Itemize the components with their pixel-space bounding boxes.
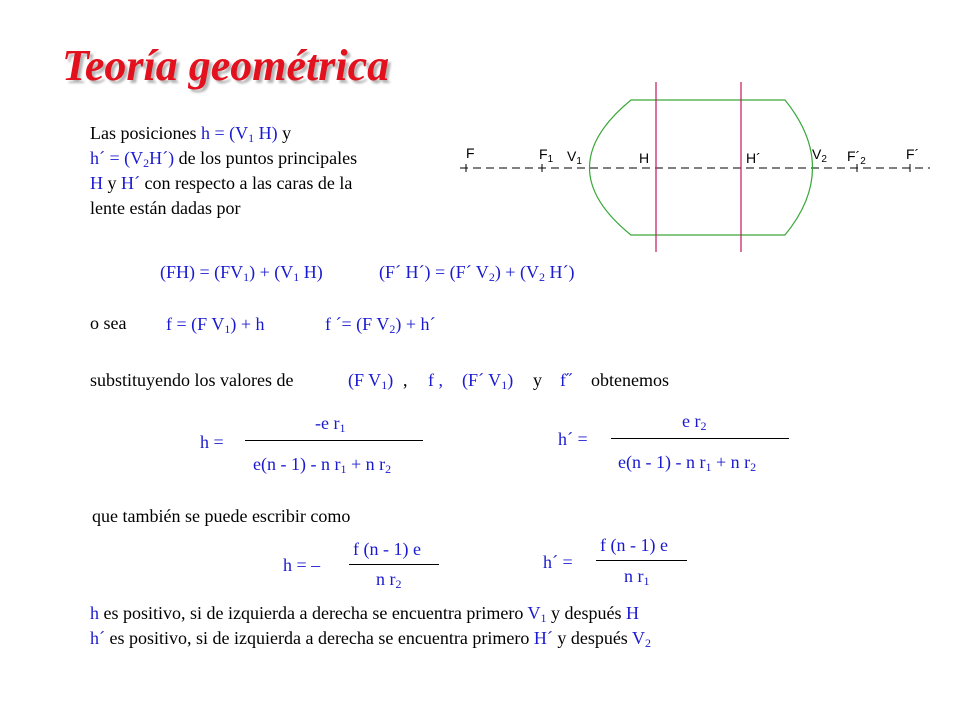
frac-h2-lhs: h = – — [283, 555, 321, 575]
label-V2: $V_2$ — [812, 146, 827, 165]
symbol-Hp: H´ — [121, 173, 140, 193]
equation-FpHp: (F´ H´) = (F´ $V_2) + (V_2$ H´) — [379, 262, 575, 284]
subst-FV1: (F $V_1$) — [348, 370, 394, 392]
subst-comma: , — [403, 370, 408, 390]
frac-hp-numerator: e $r_2$ — [682, 411, 707, 433]
frac-h2-bar — [349, 564, 439, 565]
label-F: F — [466, 145, 475, 161]
lens-diagram — [455, 80, 935, 260]
label-H: H — [639, 150, 650, 166]
note-hp-positive: h´ es positivo, si de izquierda a derecha se encuentra primero H´ y después $V_2$ — [90, 628, 651, 650]
frac-h2-numerator: f (n - 1) e — [353, 539, 421, 559]
note-h-positive: h es positivo, si de izquierda a derecha se encuentra primero $V_1$ y después H — [90, 603, 640, 625]
frac-h-bar — [245, 440, 423, 441]
frac-h-denominator: e(n - 1) - n $r_1 + n$ $r_2$ — [253, 454, 392, 476]
frac-h2-denominator: n $r_2$ — [376, 569, 402, 591]
frac-hp-lhs: h´ = — [558, 429, 588, 449]
equation-FH: $(FH) = (FV_1) + (V_1$ H) — [160, 262, 323, 284]
tambien-text: que también se puede escribir como — [92, 506, 351, 526]
intro-text: Las posiciones — [90, 123, 201, 143]
symbol-H: H — [90, 173, 103, 193]
frac-h-lhs: h = — [200, 432, 224, 452]
subst-FpV1: (F´ $V_1$) — [462, 370, 514, 392]
frac-hp2-bar — [596, 560, 687, 561]
hp-definition: h´ = $(V_2H´)$ — [90, 148, 175, 170]
label-F1: $F_1$ — [539, 146, 554, 165]
h-definition: $h = (V_1$ H) — [200, 123, 278, 145]
frac-hp-denominator: e(n - 1) - n $r_1 + n$ $r_2$ — [618, 452, 757, 474]
frac-hp2-denominator: n $r_1$ — [624, 566, 650, 588]
osea-label: o sea — [90, 313, 127, 333]
label-V1: $V_1$ — [567, 148, 582, 167]
subst-fpp: f˝ — [560, 370, 572, 390]
intro-paragraph: Las posiciones $h = (V_1$ H) y h´ = $(V_2H´)$ de los puntos principales H y H´ con respecto a las caras de la lente están dadas por — [90, 123, 358, 218]
equation-f: f = (F $V_1) + h$ — [166, 314, 265, 336]
page-title: Teoría geométrica — [62, 41, 390, 90]
subst-text: substituyendo los valores de — [90, 370, 294, 390]
frac-hp2-numerator: f (n - 1) e — [600, 535, 668, 555]
label-Hp: H´ — [746, 150, 761, 166]
equation-fp: f ´= (F $V_2$) + h´ — [325, 314, 436, 336]
label-Fp2: $F´_2$ — [847, 148, 866, 167]
subst-f: f , — [428, 370, 443, 390]
frac-hp2-lhs: h´ = — [543, 552, 573, 572]
frac-hp-bar — [611, 438, 789, 439]
subst-y: y — [533, 370, 542, 390]
frac-h-numerator: -e $r_1$ — [315, 413, 346, 435]
subst-obtenemos: obtenemos — [591, 370, 669, 390]
label-Fp: F´ — [906, 146, 920, 162]
